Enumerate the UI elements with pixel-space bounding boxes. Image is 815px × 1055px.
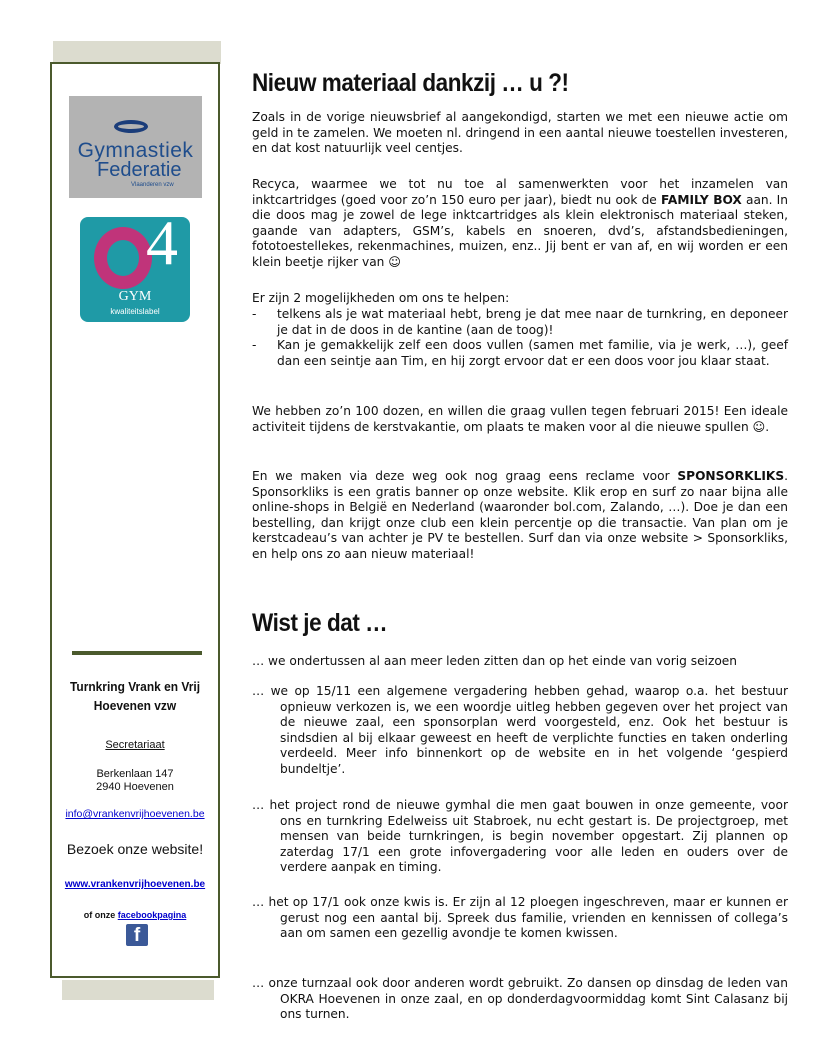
facebook-prefix: of onze bbox=[83, 910, 116, 920]
section2-title: Wist je dat … bbox=[252, 609, 388, 637]
list-item bbox=[252, 338, 788, 369]
logo-text-line1: Gymnastiek bbox=[77, 139, 194, 162]
list-item bbox=[252, 307, 788, 338]
list-item: … onze turnzaal ook door anderen wordt gebruikt. Zo dansen op dinsdag de leden van OKRA Hoevenen in onze zaal, en op donderdagvoormiddag komt Sint Calasanz bij ons turnen. bbox=[252, 976, 788, 1021]
sponsorkliks-label: SPONSORKLIKS bbox=[677, 469, 785, 483]
section1-paragraph1: Zoals in de vorige nieuwsbrief al aangekondigd, starten we met een nieuwe actie om geld in te zamelen. We moeten nl. dringend in een aantal nieuwe toestellen investeren, en dat kost natuurlijk veel centjes. bbox=[252, 110, 788, 155]
logo-quality-label: kwaliteitslabel bbox=[110, 307, 160, 316]
bullet-text: Kan je gemakkelijk zelf een doos vullen (samen met familie, via je werk, …), geef dan een seintje aan Tim, en hij zorgt ervoor dat er een doos voor jou klaar staat. bbox=[277, 338, 788, 368]
p5-text-a: En we maken via deze weg ook nog graag eens reclame voor bbox=[252, 469, 678, 483]
sidebar bbox=[50, 62, 220, 978]
family-box-label: FAMILY BOX bbox=[660, 192, 742, 207]
logo-four: 4 bbox=[146, 217, 178, 278]
bullet-text: telkens als je wat materiaal hebt, breng je dat mee naar de turnkring, en deponeer je dat in de doos in de kantine (aan de toog)! bbox=[277, 307, 788, 337]
facebook-link[interactable]: facebookpagina bbox=[117, 910, 187, 920]
section1-title: Nieuw materiaal dankzij … u ?! bbox=[252, 69, 569, 97]
help-options-list bbox=[252, 307, 788, 369]
facebook-icon[interactable]: f bbox=[126, 924, 148, 946]
facebook-line bbox=[52, 910, 218, 920]
address-line2: 2940 Hoevenen bbox=[96, 781, 174, 793]
sidebar-top-tab bbox=[53, 41, 221, 64]
q4-gym-quality-logo bbox=[80, 217, 190, 322]
section1-paragraph3: Er zijn 2 mogelijkheden om ons te helpen: bbox=[252, 291, 510, 305]
list-item: … het project rond de nieuwe gymhal die men gaat bouwen in onze gemeente, voor ons en turnkring Edelweiss uit Stabroek, nu echt gestart is. De projectgroep, met mensen van beide turnkringen, is begin november opgestart. Zij plannen op zaterdag 17/1 een grote infovergadering voor alle leden en ouders over de verdere aanpak en timing. bbox=[252, 798, 788, 874]
bullet-marker: - bbox=[252, 307, 257, 321]
list-item: … het op 17/1 ook onze kwis is. Er zijn al 12 ploegen ingeschreven, maar er kunnen er gerust nog een aantal bij. Spreek dus familie, vrienden en kennissen of collega’s aan om samen een gezellig avondje te komen kwissen. bbox=[252, 895, 788, 940]
email-link[interactable]: info@vrankenvrijhoevenen.be bbox=[65, 808, 205, 820]
section1-paragraph5 bbox=[252, 469, 788, 562]
p2-text-a: Recyca, waarmee we tot nu toe al samenwerkten voor het inzamelen van inktcartridges (goed voor zo’n 150 euro per jaar), biedt nu ook de bbox=[252, 177, 788, 207]
bullet-marker: - bbox=[252, 338, 257, 352]
sidebar-divider bbox=[72, 651, 202, 655]
p5-text-c: . Sponsorkliks is een gratis banner op onze website. Klik erop en surf zo naar bijna alle online-shops in België en Nederland (waaronder bol.com, Zalando, …). Doe je dan een bestelling, dan krijgt onze club een klein percentje op die transactie. Van plan om je kerstcadeau’s van achter je PV te bestellen. Surf dan via onze website > Sponsorkliks, en help ons zo aan nieuw materiaal! bbox=[252, 469, 788, 561]
address-line1: Berkenlaan 147 bbox=[96, 768, 174, 780]
visit-website-text: Bezoek onze website! bbox=[66, 841, 204, 857]
secretariat-label: Secretariaat bbox=[105, 739, 165, 751]
section1-paragraph4: We hebben zo’n 100 dozen, en willen die graag vullen tegen februari 2015! Een ideale activiteit tijdens de kerstvakantie, om plaats te maken voor al die nieuwe spullen ☺. bbox=[252, 404, 788, 434]
gymnastiek-federatie-logo bbox=[69, 96, 202, 198]
logo-text-line2: Federatie bbox=[97, 159, 182, 181]
p2-text-c: aan. In die doos mag je zowel de lege inktcartridges als klein elektronisch materiaal steken, gaande van adapters, GSM’s, kabels en snoeren, dvd’s, afstandsbedieningen, fototoestellekes, rekenmachines, muizen, enz.. Jij bent er van af, en wij worden er een klein beetje rijker van ☺ bbox=[252, 192, 788, 269]
club-name: Turnkring Vrank en Vrij Hoevenen vzw bbox=[69, 679, 201, 713]
list-item: … we ondertussen al aan meer leden zitten dan op het einde van vorig seizoen bbox=[252, 654, 738, 668]
list-item: … we op 15/11 een algemene vergadering hebben gehad, waarop o.a. het bestuur opnieuw verkozen is, we een woordje uitleg hebben gegeven over het project van de nieuwe zaal, een sponsorplan werd voorgesteld, enz. Ook het bestuur is sindsdien al bij elkaar geweest en heeft de verplichte functies en taken onderling verdeeld. Meer info binnenkort op de website en in het volgende ‘gespierd bundeltje’. bbox=[252, 684, 788, 776]
logo-text-line3: Vlaanderen vzw bbox=[131, 182, 174, 188]
logo-gym-text: GYM bbox=[118, 289, 152, 304]
logo-ring-icon bbox=[114, 120, 148, 133]
website-link[interactable]: www.vrankenvrijhoevenen.be bbox=[64, 879, 206, 890]
address bbox=[52, 768, 218, 794]
q-letter-icon bbox=[94, 227, 152, 289]
sidebar-bottom-tab bbox=[62, 980, 214, 1000]
section1-paragraph2 bbox=[252, 177, 788, 270]
